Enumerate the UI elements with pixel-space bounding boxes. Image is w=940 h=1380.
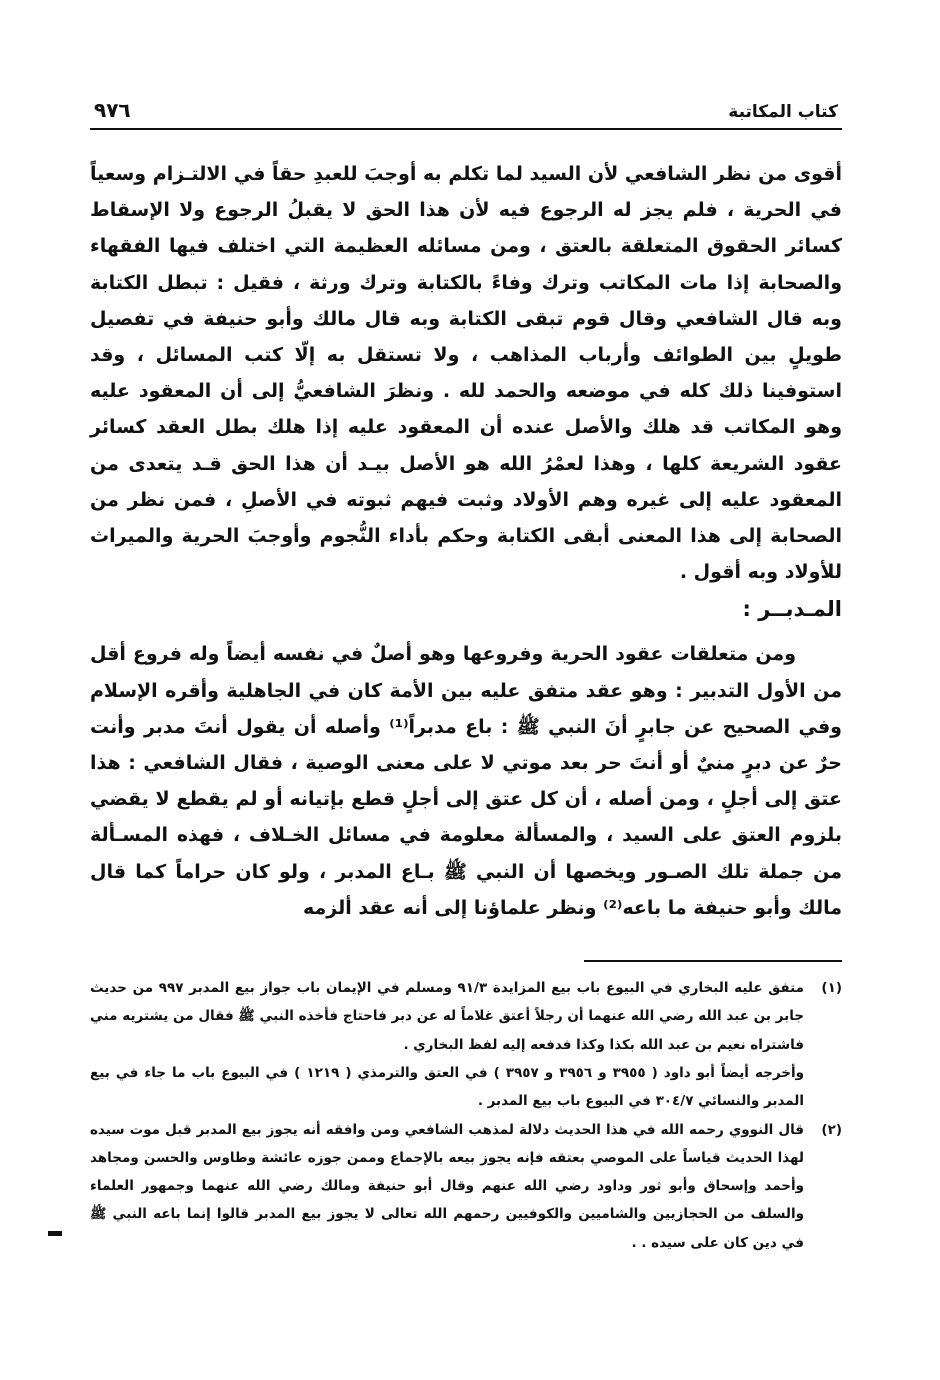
footnote-text: متفق عليه البخاري في البيوع باب بيع المزايدة ٩١/٣ ومسلم في الإيمان باب جواز بيع المدبر ٩٩٧ من حديث جابر بن عبد الله رضي الله عنهما أن رجلاً أعتق غلاماً له عن دبر فاحتاج فأخذه النبي ﷺ فقال من يشتريه مني فاشتراه نعيم بن عبد الله بكذا وكذا فدفعه إليه لفظ البخاري . — [90, 980, 805, 1053]
footnote-text: وأخرجه أيضاً أبو داود ( ٣٩٥٥ و ٣٩٥٦ و ٣٩٥٧ ) في العتق والترمذي ( ١٢١٩ ) في البيوع باب ما جاء في بيع المدبر والنسائي ٣٠٤/٧ في البيوع باب بيع المدبر . — [90, 1064, 805, 1110]
page-number: ٩٧٦ — [94, 98, 131, 122]
paragraph-mukataba-conclusion: أقوى من نظر الشافعي لأن السيد لما تكلم به أوجبَ للعبدِ حقاً في الالتـزام وسعياً في الحرية ، فلم يجز له الرجوع فيه لأن هذا الحق لا يقبلُ الرجوع ولا الإسقاط كسائر الحقوق المتعلقة بالعتق ، ومن مسائله العظيمة التي اختلف فيها الفقهاء والصحابة إذا مات المكاتب وترك وفاءً بالكتابة وترك ورثة ، فقيل : تبطل الكتابة وبه قال الشافعي وقال قوم تبقى الكتابة وبه قال مالك وأبو حنيفة في تفصيل طويلٍ بين الطوائف وأرباب المذاهب ، ولا تستقل به إلّا كتب المسائل ، وقد استوفينا ذلك كله في موضعه والحمد لله . ونظرَ الشافعيُّ إلى أن المعقود عليه وهو المكاتب قد هلك والأصل عنده أن المعقود عليه إذا هلك بطل العقد كسائر عقود الشريعة كلها ، وهذا لعمْرُ الله هو الأصل بيـد أن هذا الحق قـد يتعدى من المعقود عليه إلى غيره وهم الأولاد وثبت فيهم ثبوته في الأصلِ ، فمن نظر من الصحابة إلى هذا المعنى أبقى الكتابة وحكم بأداء النُّجوم وأوجبَ الحرية والميراث للأولاد وبه أقول . — [90, 163, 842, 584]
footnotes — [90, 974, 842, 1257]
footnote-number: (١) — [821, 980, 842, 997]
footnote-2 — [90, 1116, 842, 1257]
book-title: كتاب المكاتبة — [728, 102, 838, 122]
scan-edge-mark — [48, 1231, 62, 1236]
footnote-number: (٢) — [821, 1121, 842, 1138]
section-heading-mudabbar: المـدبــر : — [742, 597, 842, 622]
footnote-text: قال النووي رحمه الله في هذا الحديث دلالة لمذهب الشافعي ومن وافقه أنه يجوز بيع المدبر قبل موت سيده لهذا الحديث قياساً على الموصي بعتقه فإنه يجوز بيعه بالإجماع وممن جوزه عائشة وطاوس والحسن ومجاهد وأحمد وإسحاق وأبو ثور وداود رضي الله عنهم وقال أبو حنيفة ومالك رضي الله عنهما وجمهور العلماء والسلف من الحجازيين والشاميين والكوفيين رحمهم الله تعالى لا يجوز بيع المدبر قالوا إنما باعه النبي ﷺ في دين كان على سيده . . — [90, 1121, 804, 1251]
footnote-separator — [584, 960, 842, 962]
book-page — [90, 92, 842, 1257]
main-text — [90, 156, 842, 926]
footnote-1 — [90, 974, 842, 1115]
running-header — [90, 92, 842, 130]
paragraph-tadbir: ومن متعلقات عقود الحرية وفروعها وهو أصلٌ في نفسه أيضاً وله فروع أقل من الأول التدبير : وهو عقد متفق عليه بين الأمة كان في الجاهلية وأقره الإسلام وفي الصحيح عن جابرٍ أنَ النبي ﷺ : باع مدبراً⁽¹⁾ وأصله أن يقول أنتَ مدبر وأنت حرٌ عن دبرٍ منيٌ أو أنتَ حر بعد موتي لا على معنى الوصية ، فقال الشافعي : هذا عتق إلى أجلٍ ، ومن أصله ، أن كل عتق إلى أجلٍ قطع بإتيانه أو لم يقطع لا يقضي بلزوم العتق على السيد ، والمسألة معلومة في مسائل الخـلاف ، فهذه المسـألة من جملة تلك الصـور ويخصها أن النبي ﷺ بـاع المدبر ، ولو كان حراماً كما قال مالك وأبو حنيفة ما باعه⁽²⁾ ونظر علماؤنا إلى أنه عقد ألزمه — [90, 643, 842, 919]
